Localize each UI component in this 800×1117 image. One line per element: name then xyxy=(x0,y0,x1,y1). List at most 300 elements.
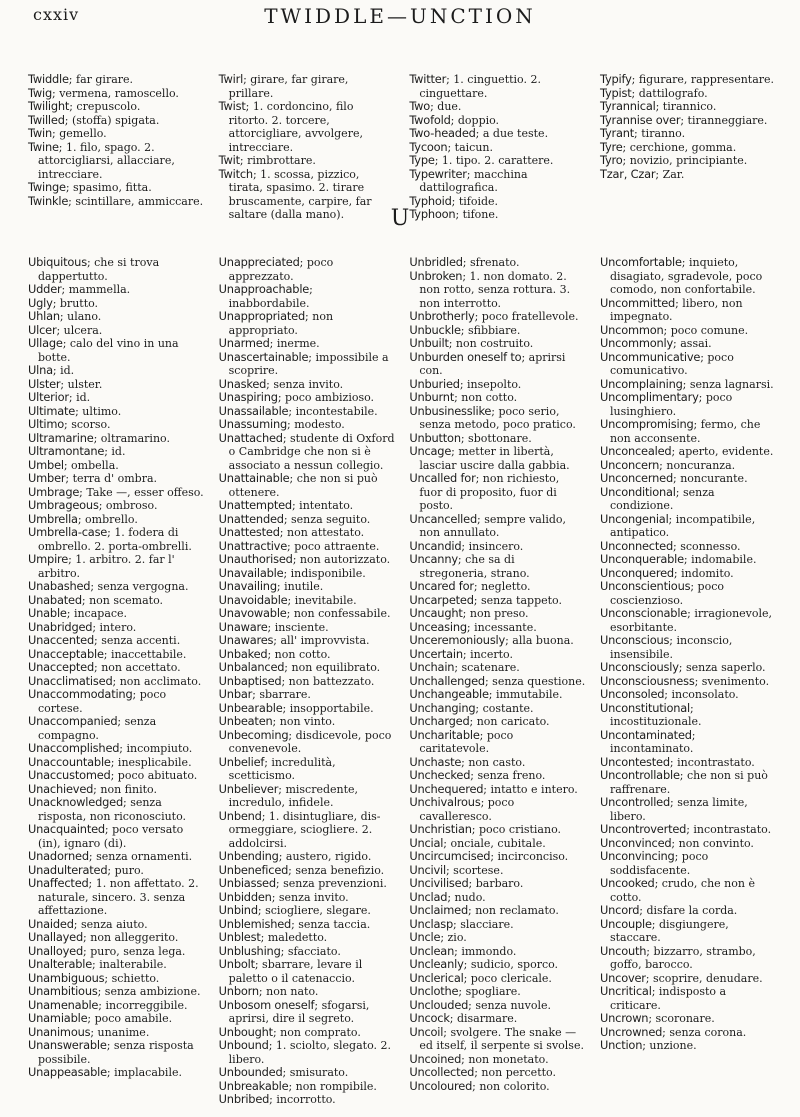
definition: sfacciato. xyxy=(287,944,341,958)
definition: senza accenti. xyxy=(101,634,181,647)
dictionary-entry: Twine; 1. filo, spago. 2. attorcigliarsi, allacciare, intrecciare. xyxy=(28,139,175,181)
dictionary-entry: Unchain; scatenare. xyxy=(409,660,520,674)
dictionary-entry: Uncandid; insincero. xyxy=(409,538,524,553)
dictionary-entry: Ultimo; scorso. xyxy=(28,417,111,431)
definition: incontaminato. xyxy=(609,742,694,755)
definition: schietto. xyxy=(111,971,160,985)
headword: Ugly xyxy=(28,295,53,310)
definition: Zar. xyxy=(662,167,685,181)
definition: incontrastato. xyxy=(677,755,755,769)
dictionary-entry: Unclaimed; non reclamato. xyxy=(409,903,559,917)
headword: Unacquainted xyxy=(28,822,105,836)
dictionary-entry: Uncommunicative; poco comunicativo. xyxy=(599,349,734,377)
definition: sfogarsi, aprirsi, dire il segreto. xyxy=(228,998,370,1025)
headword: Tyrannical xyxy=(599,99,656,113)
dictionary-entry: Uncollected; non percetto. xyxy=(409,1065,556,1079)
headword: Unburied xyxy=(409,376,460,391)
headword: Uncaught xyxy=(409,606,463,620)
definition: poco soddisfacente. xyxy=(609,850,709,877)
headword: Uncared for xyxy=(409,579,474,593)
headword: Unbounded xyxy=(218,1065,283,1079)
dictionary-entry: Uncommon; poco comune. xyxy=(599,322,749,337)
definition: non richiesto, fuor di proposito, fuor di posto. xyxy=(419,472,560,512)
dictionary-entry: Tzar, Czar; Zar. xyxy=(599,166,685,181)
definition: terra d' ombra. xyxy=(72,472,158,485)
definition: intentato. xyxy=(299,499,354,512)
dictionary-entry: Unbidden; senza invito. xyxy=(218,889,349,904)
definition: svolgere. The snake —ed itself, il serpente si svolse. xyxy=(419,1025,584,1052)
headword: Uncancelled xyxy=(409,511,477,526)
definition: incredulità, scetticismo. xyxy=(228,755,336,782)
headword: Unclasp xyxy=(409,916,454,931)
definition: modesto. xyxy=(294,418,345,431)
headword: Unachieved xyxy=(28,781,94,796)
definition: sconnesso. xyxy=(680,539,741,553)
dictionary-entry: Unbecoming; disdicevole, poco convenevole. xyxy=(218,727,392,755)
dictionary-entry: Unattainable; che non si può ottenere. xyxy=(218,471,378,499)
definition: zio. xyxy=(447,931,467,944)
dictionary-entry: Unattached; studente di Oxford o Cambridge che non si è associato a nessun collegio. xyxy=(218,430,395,472)
headword: Unaccented xyxy=(28,633,94,647)
definition: incerto. xyxy=(470,647,513,661)
definition: indisponibile. xyxy=(290,566,366,580)
headword: Umbrella-case xyxy=(28,525,108,539)
dictionary-entry: Ulcer; ulcera. xyxy=(28,322,103,337)
headword: Unawares xyxy=(218,633,274,647)
headword: Uncivil xyxy=(409,862,446,877)
definition: all' improvvista. xyxy=(280,634,370,647)
definition: inconscio, insensibile. xyxy=(609,634,733,661)
definition: scorso. xyxy=(71,418,111,431)
dictionary-entry: Two; due. xyxy=(409,99,462,113)
dictionary-entry: Unconcealed; aperto, evidente. xyxy=(599,444,774,458)
definition: noncurante. xyxy=(680,472,748,485)
headword: Two-headed xyxy=(409,126,476,140)
headword: Unbearable xyxy=(218,700,283,715)
headword: Twig xyxy=(28,85,52,100)
headword: Unattached xyxy=(218,430,283,445)
headword: Uncommon xyxy=(599,322,664,337)
dictionary-entry: Unbeneficed; senza benefizio. xyxy=(218,862,385,877)
definition: senza vergogna. xyxy=(97,580,189,593)
definition: aperto, evidente. xyxy=(678,445,774,458)
headword: Unaided xyxy=(28,916,74,931)
definition: poco versato (in), ignaro (di). xyxy=(38,823,184,850)
headword: Typist xyxy=(599,85,632,100)
definition: senza corona. xyxy=(669,1025,747,1039)
headword: Typewriter xyxy=(409,166,467,181)
definition: che non si può ottenere. xyxy=(228,472,378,499)
dictionary-entry: Unchangeable; immutabile. xyxy=(409,687,563,701)
dictionary-entry: Unconquerable; indomabile. xyxy=(599,552,757,566)
headword: Twit xyxy=(218,153,240,167)
headword: Uncrowned xyxy=(599,1024,663,1039)
definition: insopportabile. xyxy=(289,701,374,715)
headword: Type xyxy=(409,153,435,167)
definition: smisurato. xyxy=(289,1066,349,1079)
dictionary-entry: Uncharged; non caricato. xyxy=(409,714,550,728)
dictionary-entry: Unattended; senza seguito. xyxy=(218,511,371,526)
headword: Unable xyxy=(28,606,67,620)
dictionary-entry: Umbrage; Take —, esser offeso. xyxy=(28,484,204,499)
headword: Ulterior xyxy=(28,390,69,404)
dictionary-entry: Unachieved; non finito. xyxy=(28,781,157,796)
top-column-2 xyxy=(219,73,395,222)
headword: Uncollected xyxy=(409,1065,475,1079)
definition: doppio. xyxy=(457,113,500,127)
headword: Uncontaminated xyxy=(599,727,692,742)
dictionary-entry: Unadorned; senza ornamenti. xyxy=(28,849,193,863)
headword: Unassailable xyxy=(218,403,289,418)
headword: Unbosom oneself xyxy=(218,997,315,1012)
dictionary-entry: Twist; 1. cordoncino, filo ritorto. 2. torcere, attorcigliare, avvolgere, intrecciare. xyxy=(218,99,363,154)
dictionary-entry: Uncommonly; assai. xyxy=(599,336,712,350)
definition: intatto e intero. xyxy=(490,782,578,796)
headword: Unconscionable xyxy=(599,606,688,620)
definition: austero, rigido. xyxy=(285,850,372,863)
dictionary-entry: Udder; mammella. xyxy=(28,282,131,296)
dictionary-entry: Unawares; all' improvvista. xyxy=(218,633,370,647)
dictionary-entry: Tycoon; taicun. xyxy=(409,139,493,154)
dictionary-entry: Uncooked; crudo, che non è cotto. xyxy=(599,876,755,904)
headword: Unamiable xyxy=(28,1011,88,1025)
headword: Unclerical xyxy=(409,970,464,985)
dictionary-entry: Unbiassed; senza prevenzioni. xyxy=(218,876,387,890)
headword: Tyrant xyxy=(599,126,635,140)
headword: Uncritical xyxy=(599,984,652,998)
definition: sudicio, sporco. xyxy=(470,958,559,971)
headword: Typify xyxy=(599,72,632,86)
dictionary-entry: Unamiable; poco amabile. xyxy=(28,1011,173,1025)
dictionary-entry: Unburden oneself to; aprirsi con. xyxy=(409,349,566,377)
dictionary-entry: Unaccustomed; poco abituato. xyxy=(28,768,198,782)
definition: far girare. xyxy=(76,73,134,86)
dictionary-entry: Uncontroverted; incontrastato. xyxy=(599,822,772,836)
definition: poco comune. xyxy=(670,323,749,337)
dictionary-entry: Unbending; austero, rigido. xyxy=(218,849,372,863)
dictionary-entry: Unasked; senza invito. xyxy=(218,376,344,391)
headword: Unaccomplished xyxy=(28,741,120,755)
definition: poco fratellevole. xyxy=(481,310,579,323)
definition: 1. non domato. 2. non rotto, senza rottura. 3. non interrotto. xyxy=(419,269,571,310)
headword: Unattested xyxy=(218,525,280,539)
headword: Unasked xyxy=(218,376,267,391)
headword: Uncord xyxy=(599,903,640,917)
dictionary-entry: Two-headed; a due teste. xyxy=(409,126,549,140)
top-column-1 xyxy=(28,73,204,222)
definition: incontestabile. xyxy=(295,404,378,418)
headword: Unalloyed xyxy=(28,943,84,958)
headword: Uncooked xyxy=(599,876,655,890)
headword: Ultimate xyxy=(28,403,76,418)
definition: non alleggerito. xyxy=(90,931,179,944)
definition: non appropriato. xyxy=(228,310,334,337)
headword: Tycoon xyxy=(409,139,448,154)
headword: Unacceptable xyxy=(28,646,104,661)
definition: nudo. xyxy=(454,890,486,904)
dictionary-entry: Twig; vermena, ramoscello. xyxy=(28,85,179,100)
headword: Unadulterated xyxy=(28,862,108,877)
headword: Unconquered xyxy=(599,565,674,580)
dictionary-entry: Unacquainted; poco versato (in), ignaro (di). xyxy=(28,822,184,850)
dictionary-entry: Unceremoniously; alla buona. xyxy=(409,633,574,647)
dictionary-entry: Unbearable; insopportabile. xyxy=(218,700,374,715)
definition: non cotto. xyxy=(274,647,331,661)
headword: Unbuilt xyxy=(409,336,449,350)
definition: due. xyxy=(437,100,462,113)
headword: Unattended xyxy=(218,511,284,526)
dictionary-entry: Unbuckle; sfibbiare. xyxy=(409,322,521,337)
headword: Unbound xyxy=(218,1038,269,1052)
definition: insepolto. xyxy=(467,377,522,391)
headword: Unaware xyxy=(218,619,268,634)
dictionary-entry: Unavailing; inutile. xyxy=(218,579,324,593)
definition: scintillare, ammiccare. xyxy=(75,194,204,208)
headword: Unblemished xyxy=(218,916,292,931)
headword: Unconcealed xyxy=(599,444,672,458)
definition: inaccettabile. xyxy=(110,647,187,661)
definition: incirconciso. xyxy=(497,850,569,863)
dictionary-entry: Unconcerned; noncurante. xyxy=(599,471,748,485)
headword: Tyro xyxy=(599,153,623,167)
headword: Unallayed xyxy=(28,930,84,944)
definition: mammella. xyxy=(68,283,131,296)
headword: Unblushing xyxy=(218,943,281,958)
dictionary-entry: Ultramontane; id. xyxy=(28,444,126,458)
definition: incapace. xyxy=(73,607,128,620)
definition: inerme. xyxy=(276,337,320,350)
page-number: cxxiv xyxy=(33,5,80,24)
definition: poco cortese. xyxy=(38,688,167,715)
headword: Unbecoming xyxy=(218,727,289,742)
dictionary-entry: Ultramarine; oltramarino. xyxy=(28,430,170,445)
definition: puro, senza lega. xyxy=(90,944,186,958)
dictionary-entry: Uncontrollable; che non si può raffrenare. xyxy=(599,768,768,796)
dictionary-entry: Unclerical; poco clericale. xyxy=(409,970,552,985)
dictionary-entry: Tyre; cerchione, gomma. xyxy=(599,139,737,154)
dictionary-entry: Unchequered; intatto e intero. xyxy=(409,781,578,796)
dictionary-entry: Unbought; non comprato. xyxy=(218,1024,361,1039)
definition: che si trova dappertutto. xyxy=(38,256,160,283)
definition: indomabile. xyxy=(691,553,757,566)
headword: Ullage xyxy=(28,336,63,350)
section-letter: U xyxy=(390,206,410,231)
headword: Unbending xyxy=(218,849,279,863)
headword: Umbrageous xyxy=(28,498,99,512)
definition: non finito. xyxy=(100,782,157,796)
dictionary-entry: Uncock; disarmare. xyxy=(409,1011,518,1025)
headword: Ulster xyxy=(28,376,61,391)
definition: sempre valido, non annullato. xyxy=(419,512,567,539)
dictionary-entry: Unconditional; senza condizione. xyxy=(599,484,715,512)
headword: Uncover xyxy=(599,970,646,985)
headword: Unclaimed xyxy=(409,903,468,917)
dictionary-entry: Unabated; non scemato. xyxy=(28,592,164,607)
headword: Unbrotherly xyxy=(409,309,475,323)
dictionary-entry: Uhlan; ulano. xyxy=(28,309,102,323)
definition: fermo, che non acconsente. xyxy=(609,418,761,445)
headword: Two xyxy=(409,99,431,113)
dictionary-entry: Unaspiring; poco ambizioso. xyxy=(218,390,375,404)
definition: incompiuto. xyxy=(126,742,193,755)
definition: senza aiuto. xyxy=(80,917,148,931)
headword: Unbaked xyxy=(218,646,268,661)
definition: intero. xyxy=(99,620,137,634)
dictionary-entry: Unaffected; 1. non affettato. 2. naturale, sincero. 3. senza affettazione. xyxy=(28,876,199,917)
headword: Unavailable xyxy=(218,565,284,580)
dictionary-entry: Unclean; immondo. xyxy=(409,943,517,958)
headword: Ulna xyxy=(28,363,53,377)
headword: Unchequered xyxy=(409,781,484,796)
headword: Unchangeable xyxy=(409,687,489,701)
dictionary-entry: Unbelief; incredulità, scetticismo. xyxy=(218,754,336,782)
headword: Unarmed xyxy=(218,336,270,350)
dictionary-entry: Umbrella-case; 1. fodera di ombrello. 2. porta-ombrelli. xyxy=(28,525,192,553)
headword: Twilled xyxy=(28,112,65,127)
dictionary-entry: Unbaptised; non battezzato. xyxy=(218,673,375,688)
headword: Uncommonly xyxy=(599,336,674,350)
dictionary-entry: Uncarpeted; senza tappeto. xyxy=(409,592,562,607)
dictionary-entry: Unavoidable; inevitabile. xyxy=(218,592,357,607)
headword: Uncontrolled xyxy=(599,795,671,809)
headword: Uncoined xyxy=(409,1051,462,1066)
definition: non cotto. xyxy=(461,391,518,404)
headword: Unambitious xyxy=(28,984,98,998)
definition: che sa di stregoneria, strano. xyxy=(419,553,530,580)
headword: Unaccepted xyxy=(28,660,95,674)
headword: Unborn xyxy=(218,984,259,998)
definition: inutile. xyxy=(284,580,324,593)
dictionary-entry: Unaccompanied; senza compagno. xyxy=(28,714,157,742)
headword: Unconscientious xyxy=(599,579,691,593)
definition: senza prevenzioni. xyxy=(283,877,387,890)
dictionary-entry: Unaccomplished; incompiuto. xyxy=(28,741,193,755)
definition: non accettato. xyxy=(101,661,181,674)
headword: Uncommitted xyxy=(599,295,676,310)
headword: Unconnected xyxy=(599,538,673,553)
dictionary-entry: Unadulterated; puro. xyxy=(28,862,144,877)
definition: non attestato. xyxy=(286,526,365,539)
headword: Unceasing xyxy=(409,619,467,634)
definition: tirannico. xyxy=(662,100,717,113)
dictionary-entry: Unchallenged; senza questione. xyxy=(409,673,586,688)
definition: ombrello. xyxy=(85,512,138,526)
dictionary-entry: Uncivilised; barbaro. xyxy=(409,876,524,890)
headword: Unbidden xyxy=(218,889,272,904)
headword: Uncanny xyxy=(409,552,458,566)
definition: irragionevole, esorbitante. xyxy=(609,607,773,634)
headword: Uncalled for xyxy=(409,471,476,485)
dictionary-entry: Umbel; ombella. xyxy=(28,457,119,472)
headword: Unclean xyxy=(409,943,455,958)
dictionary-entry: Uncontested; incontrastato. xyxy=(599,754,755,769)
dictionary-entry: Ulterior; id. xyxy=(28,390,91,404)
definition: libero, non impegnato. xyxy=(609,296,743,323)
headword: Uncandid xyxy=(409,538,462,553)
definition: onciale, cubitale. xyxy=(450,836,546,850)
headword: Twist xyxy=(218,99,246,113)
headword: Uncomplaining xyxy=(599,376,683,391)
dictionary-entry: Unbind; sciogliere, slegare. xyxy=(218,903,371,917)
headword: Uncle xyxy=(409,930,441,944)
headword: Udder xyxy=(28,282,62,296)
dictionary-entry: Unacclimatised; non acclimato. xyxy=(28,673,202,688)
definition: barbaro. xyxy=(475,877,524,890)
u-column-4 xyxy=(600,256,776,1107)
headword: Twiddle xyxy=(28,72,69,86)
headword: Unchecked xyxy=(409,768,471,782)
dictionary-entry: Unclad; nudo. xyxy=(409,889,486,904)
headword: Uncial xyxy=(409,835,444,850)
definition: inesplicabile. xyxy=(117,755,192,769)
dictionary-entry: Unanimous; unanime. xyxy=(28,1024,150,1039)
headword: Ubiquitous xyxy=(28,255,87,269)
dictionary-entry: Unbolt; sbarrare, levare il paletto o il catenaccio. xyxy=(218,957,363,985)
definition: ulano. xyxy=(67,310,102,323)
dictionary-entry: Unction; unzione. xyxy=(599,1038,697,1052)
dictionary-entry: Unconscientious; poco coscienzioso. xyxy=(599,579,724,607)
definition: senza taccia. xyxy=(298,917,371,931)
dictionary-entry: Unbosom oneself; sfogarsi, aprirsi, dire il segreto. xyxy=(218,997,370,1025)
definition: a due teste. xyxy=(482,127,549,140)
dictionary-entry: Unauthorised; non autorizzato. xyxy=(218,552,391,566)
headword: Unaffected xyxy=(28,876,89,890)
definition: incontrastato. xyxy=(693,823,772,836)
definition: slacciare. xyxy=(460,917,514,931)
dictionary-entry: Unbuilt; non costruito. xyxy=(409,336,534,350)
headword: Unapproachable xyxy=(218,282,310,296)
u-column-2 xyxy=(219,256,395,1107)
headword: Umber xyxy=(28,471,66,485)
dictionary-entry: Unbounded; smisurato. xyxy=(218,1065,349,1079)
definition: vermena, ramoscello. xyxy=(59,86,179,100)
dictionary-entry: Uncivil; scortese. xyxy=(409,862,504,877)
headword: Unappeasable xyxy=(28,1065,107,1079)
dictionary-entry: Unalterable; inalterabile. xyxy=(28,957,167,971)
headword: Unbeliever xyxy=(218,781,279,796)
dictionary-entry: Unchecked; senza freno. xyxy=(409,768,546,782)
dictionary-entry: Unabridged; intero. xyxy=(28,619,137,634)
definition: unzione. xyxy=(649,1039,697,1052)
dictionary-entry: Unbar; sbarrare. xyxy=(218,687,311,701)
dictionary-entry: Unbusinesslike; poco serio, senza metodo, poco pratico. xyxy=(409,403,576,431)
dictionary-entry: Uncle; zio. xyxy=(409,930,467,944)
definition: non caricato. xyxy=(476,715,550,728)
headword: Uncouth xyxy=(599,943,647,958)
dictionary-entry: Unaware; insciente. xyxy=(218,619,329,634)
headword: Ultimo xyxy=(28,417,64,431)
definition: sfrenato. xyxy=(469,256,520,269)
dictionary-entry: Typist; dattilografo. xyxy=(599,85,708,100)
dictionary-entry: Uncleanly; sudicio, sporco. xyxy=(409,957,559,971)
definition: girare, far girare, prillare. xyxy=(228,73,349,100)
dictionary-entry: Unavowable; non confessabile. xyxy=(218,606,391,620)
definition: poco serio, senza metodo, poco pratico. xyxy=(419,404,576,431)
headword: Twirl xyxy=(218,72,244,86)
dictionary-entry: Unconsciousness; svenimento. xyxy=(599,673,770,688)
definition: non confessabile. xyxy=(293,607,391,620)
headword: Unattempted xyxy=(218,498,292,512)
definition: senza risposta, non riconosciuto. xyxy=(38,796,187,823)
dictionary-entry: Unassuming; modesto. xyxy=(218,417,345,431)
definition: tifone. xyxy=(462,208,499,221)
definition: senza limite, libero. xyxy=(609,796,748,823)
definition: crudo, che non è cotto. xyxy=(609,877,755,904)
dictionary-entry: Unbend; 1. disintugliare, dis-ormeggiare, sciogliere. 2. addolcirsi. xyxy=(218,808,381,850)
dictionary-entry: Uncancelled; sempre valido, non annullato. xyxy=(409,511,567,539)
definition: taicun. xyxy=(454,140,493,154)
dictionary-entry: Twitter; 1. cinguettio. 2. cinguettare. xyxy=(409,72,541,100)
